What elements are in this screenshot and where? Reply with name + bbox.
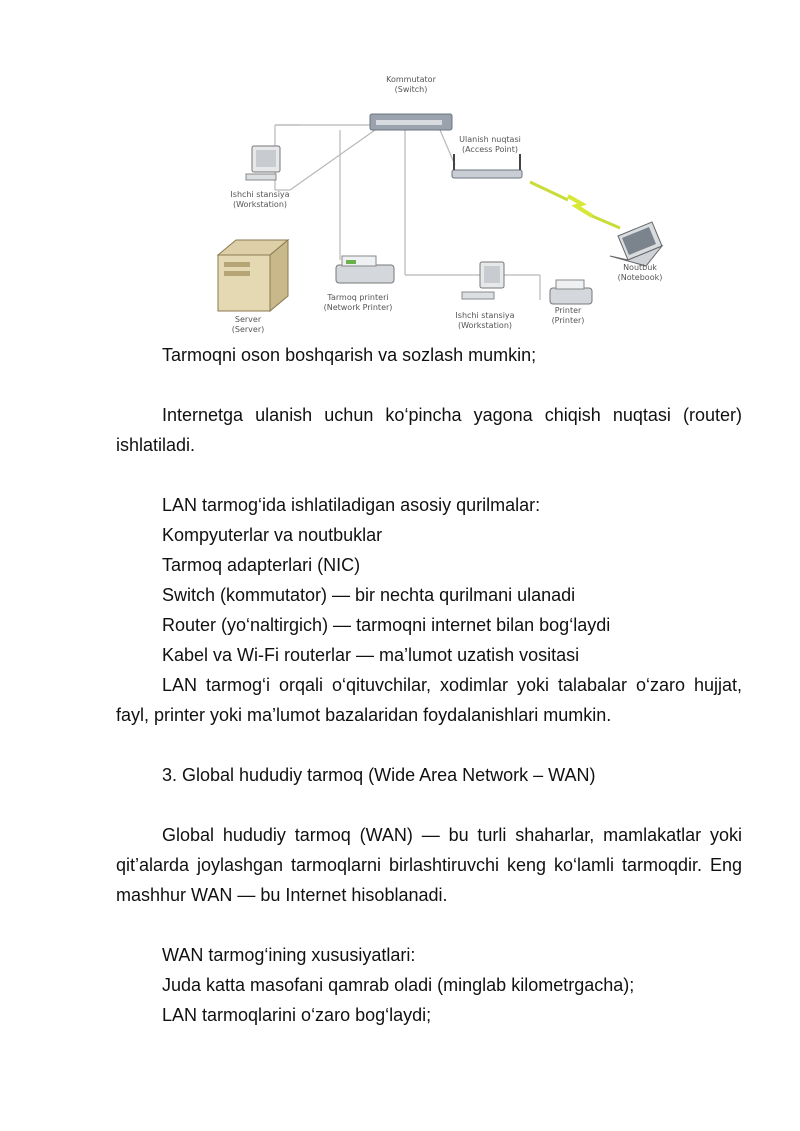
list-item: Tarmoq adapterlari (NIC) [162,555,361,575]
network-diagram-svg [200,70,680,338]
list-item: LAN tarmoqlarini o‘zaro bog‘laydi; [162,1005,432,1025]
access-point-label-2: (Access Point) [461,145,519,154]
switch-label-1: Kommutator [386,75,436,84]
server-label-2: (Server) [231,325,265,334]
server-icon [218,240,288,311]
network-diagram [200,70,680,338]
body-text [116,340,742,1030]
network-printer-icon [336,256,394,283]
paragraph: Tarmoqni oson boshqarish va sozlash mumkin; [162,345,537,365]
workstation-left-label-1: Ishchi stansiya [230,190,290,199]
access-point-icon [452,154,522,178]
workstation-left-label-2: (Workstation) [232,200,288,209]
switch-label-2: (Switch) [394,85,428,94]
network-printer-label-1: Tarmoq printeri [327,293,389,302]
workstation-bottom-icon [462,262,504,299]
list-item: Switch (kommutator) — bir nechta qurilmani ulanadi [162,585,576,605]
paragraph: Global hududiy tarmoq (WAN) — bu turli shaharlar, mamlakatlar yoki qit’alarda joylashgan tarmoqlarni birlashtiruvchi keng ko‘lamli tarmoqdir. Eng mashhur WAN — bu Internet hisoblanadi. [116,825,742,905]
list-heading: WAN tarmog‘ining xususiyatlari: [162,945,416,965]
list-item: Kabel va Wi-Fi routerlar — ma’lumot uzatish vositasi [162,645,580,665]
access-point-label-1: Ulanish nuqtasi [459,135,521,144]
list-item: Kompyuterlar va noutbuklar [162,525,383,545]
wireless-link-icon [530,182,620,228]
list-item: Router (yo‘naltirgich) — tarmoqni internet bilan bog‘laydi [162,615,611,635]
list-heading: LAN tarmog‘ida ishlatiladigan asosiy qurilmalar: [162,495,541,515]
workstation-bottom-label-1: Ishchi stansiya [455,311,515,320]
notebook-label-1: Noutbuk [623,263,657,272]
printer-icon [550,280,592,304]
printer-label-2: (Printer) [551,316,585,325]
paragraph: LAN tarmog‘i orqali o‘qituvchilar, xodimlar yoki talabalar o‘zaro hujjat, fayl, printer yoki ma’lumot bazalaridan foydalanishlari mumkin. [116,675,742,725]
printer-label-1: Printer [554,306,582,315]
server-label-1: Server [234,315,262,324]
notebook-label-2: (Notebook) [617,273,663,282]
network-printer-label-2: (Network Printer) [323,303,393,312]
workstation-left-icon [246,146,280,180]
section-heading: 3. Global hududiy tarmoq (Wide Area Network – WAN) [162,765,596,785]
switch-icon [370,114,452,130]
list-item: Juda katta masofani qamrab oladi (minglab kilometrgacha); [162,975,635,995]
workstation-bottom-label-2: (Workstation) [457,321,513,330]
paragraph: Internetga ulanish uchun ko‘pincha yagona chiqish nuqtasi (router) ishlatiladi. [116,405,742,455]
